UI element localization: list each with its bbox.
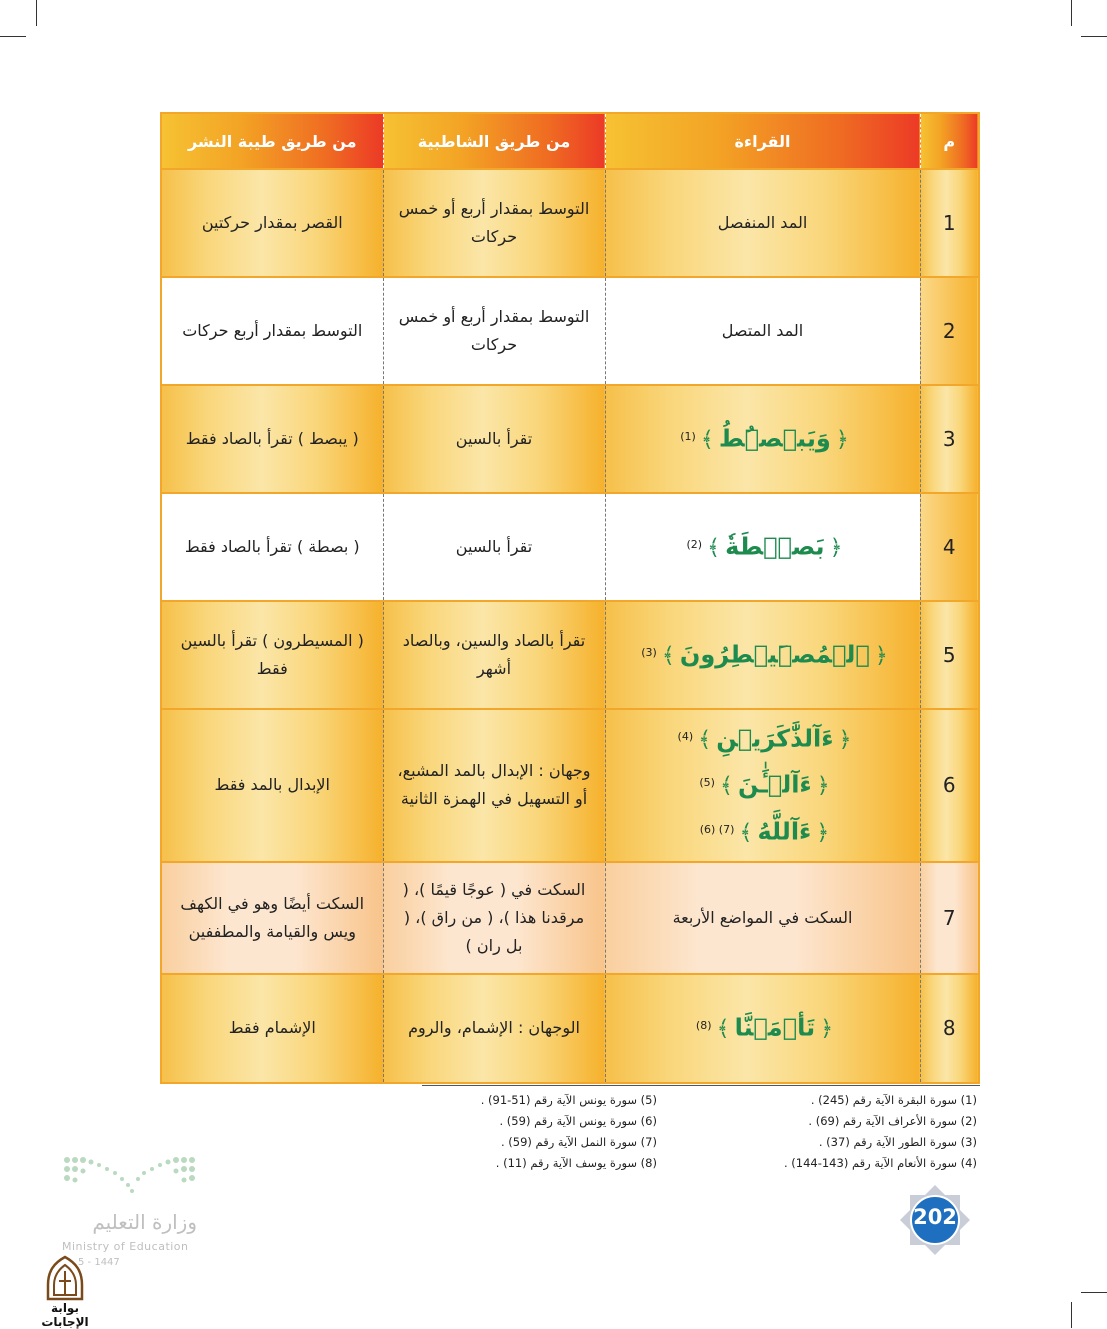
footnote-marker: (7) (6) [699, 822, 735, 836]
ornament-close-icon: ﴾ [661, 643, 675, 669]
ministry-name-arabic: وزارة التعليم [92, 1210, 197, 1234]
ornament-open-icon: ﴿ [829, 535, 843, 561]
quran-word: وَيَبۡصُۜطُ [718, 424, 831, 453]
row-number: 5 [920, 601, 978, 709]
reading-cell [605, 601, 920, 709]
footnote-item: (2) سورة الأعراف الآية رقم (69) . [808, 1114, 977, 1128]
reading-cell [605, 974, 920, 1082]
table-row [162, 601, 978, 709]
quran-word: ءَآلۡـَٰٔنَ [737, 770, 812, 799]
footnotes-left [447, 1090, 657, 1174]
ornament-close-icon: ﴾ [739, 819, 753, 845]
header-num: م [920, 114, 978, 169]
reading-cell [605, 385, 920, 493]
quran-word: بَصۜۡطَةٗ [725, 532, 825, 561]
crop-mark [1071, 1302, 1072, 1328]
row-number: 6 [920, 709, 978, 862]
shatibiya-cell: تقرأ بالصاد والسين، وبالصاد أشهر [383, 601, 605, 709]
page-number: 202 [913, 1205, 957, 1229]
crop-mark [1081, 1292, 1107, 1293]
header-shatibiya: من طريق الشاطبية [383, 114, 605, 169]
tayyiba-cell: ( بصطة ) تقرأ بالصاد فقط [162, 493, 383, 601]
ornament-open-icon: ﴿ [820, 1016, 834, 1042]
footnotes-right [647, 1090, 977, 1174]
tayyiba-cell: التوسط بمقدار أربع حركات [162, 277, 383, 385]
shatibiya-cell: تقرأ بالسين [383, 385, 605, 493]
crop-mark [0, 36, 26, 37]
footnote-marker: (2) [686, 537, 703, 551]
ornament-open-icon: ﴿ [835, 427, 849, 453]
footnote-item: (8) سورة يوسف الآية رقم (11) . [495, 1156, 657, 1170]
table-row [162, 493, 978, 601]
tayyiba-cell: الإبدال بالمد فقط [162, 709, 383, 862]
crop-mark [1081, 36, 1107, 37]
shatibiya-cell: وجهان : الإبدال بالمد المشبع، أو التسهيل في الهمزة الثانية [383, 709, 605, 862]
row-number: 8 [920, 974, 978, 1082]
row-number: 1 [920, 169, 978, 277]
shatibiya-cell: الوجهان : الإشمام، والروم [383, 974, 605, 1082]
footnote-marker: (8) [695, 1019, 712, 1033]
portal-logo-icon [44, 1255, 86, 1301]
verse-line [616, 762, 910, 808]
verse-line [616, 716, 910, 762]
reading-cell: المد المنفصل [605, 169, 920, 277]
footnote-item: (4) سورة الأنعام الآية رقم (143-144) . [783, 1156, 977, 1170]
reading-cell [605, 709, 920, 862]
quran-word: ٱلۡمُصَۜيۡطِرُونَ [679, 640, 870, 669]
footnote-item: (3) سورة الطور الآية رقم (37) . [818, 1135, 977, 1149]
ministry-logo-icon [62, 1155, 197, 1203]
table-row [162, 277, 978, 385]
row-number: 3 [920, 385, 978, 493]
shatibiya-cell: تقرأ بالسين [383, 493, 605, 601]
table-row [162, 862, 978, 974]
row-number: 2 [920, 277, 978, 385]
footnote-marker: (1) [680, 429, 696, 443]
tayyiba-cell: ( يبصط ) تقرأ بالصاد فقط [162, 385, 383, 493]
ministry-name-english: Ministry of Education [62, 1240, 189, 1253]
readings-table [160, 112, 980, 1084]
quran-word: ءَآلذَّٰكَرَيۡنِ [716, 724, 834, 753]
header-tayyiba: من طريق طيبة النشر [162, 114, 383, 169]
ornament-open-icon: ﴿ [816, 773, 830, 799]
footnote-marker: (4) [677, 730, 694, 743]
header-reading: القراءة [605, 114, 920, 169]
quran-word: ءَآللَّهُ [757, 816, 812, 845]
tayyiba-cell: السكت أيضًا وهو في الكهف ويس والقيامة والمطففين [162, 862, 383, 974]
tayyiba-cell: ( المسيطرون ) تقرأ بالسين فقط [162, 601, 383, 709]
footnote-item: (7) سورة النمل الآية رقم (59) . [500, 1135, 657, 1149]
ornament-close-icon: ﴾ [716, 1016, 730, 1042]
footnote-item: (5) سورة يونس الآية رقم (51-91) . [480, 1093, 657, 1107]
ornament-close-icon: ﴾ [700, 427, 714, 453]
table-header-row [162, 114, 978, 169]
footnote-marker: (3) [641, 645, 657, 659]
footnote-divider [422, 1085, 980, 1086]
table-row [162, 709, 978, 862]
ornament-close-icon: ﴾ [720, 773, 733, 799]
reading-cell: المد المتصل [605, 277, 920, 385]
shatibiya-cell: التوسط بمقدار أربع أو خمس حركات [383, 169, 605, 277]
table-row [162, 169, 978, 277]
footnote-marker: (5) [699, 776, 715, 790]
verse-line [616, 809, 910, 855]
footnote-item: (6) سورة يونس الآية رقم (59) . [499, 1114, 657, 1128]
row-number: 7 [920, 862, 978, 974]
ornament-close-icon: ﴾ [698, 727, 712, 753]
tayyiba-cell: الإشمام فقط [162, 974, 383, 1082]
ornament-open-icon: ﴿ [816, 819, 830, 845]
table-row [162, 385, 978, 493]
table-row [162, 974, 978, 1082]
crop-mark [1071, 0, 1072, 26]
reading-cell: السكت في المواضع الأربعة [605, 862, 920, 974]
ministry-year: 5 - 1447 [78, 1257, 120, 1268]
quran-word: تَأۡمَ۫نَّا [734, 1013, 816, 1042]
portal-name: بوابة الإجابات [41, 1301, 89, 1329]
crop-mark [36, 0, 37, 26]
shatibiya-cell: التوسط بمقدار أربع أو خمس حركات [383, 277, 605, 385]
ornament-open-icon: ﴿ [874, 643, 888, 669]
row-number: 4 [920, 493, 978, 601]
reading-cell [605, 493, 920, 601]
ornament-open-icon: ﴿ [838, 727, 852, 753]
footnote-item: (1) سورة البقرة الآية رقم (245) . [810, 1093, 977, 1107]
ornament-close-icon: ﴾ [707, 535, 721, 561]
tayyiba-cell: القصر بمقدار حركتين [162, 169, 383, 277]
shatibiya-cell: السكت في ( عوجًا قيمًا )، ( مرقدنا هذا )، ( من راق )، ( بل ران ) [383, 862, 605, 974]
